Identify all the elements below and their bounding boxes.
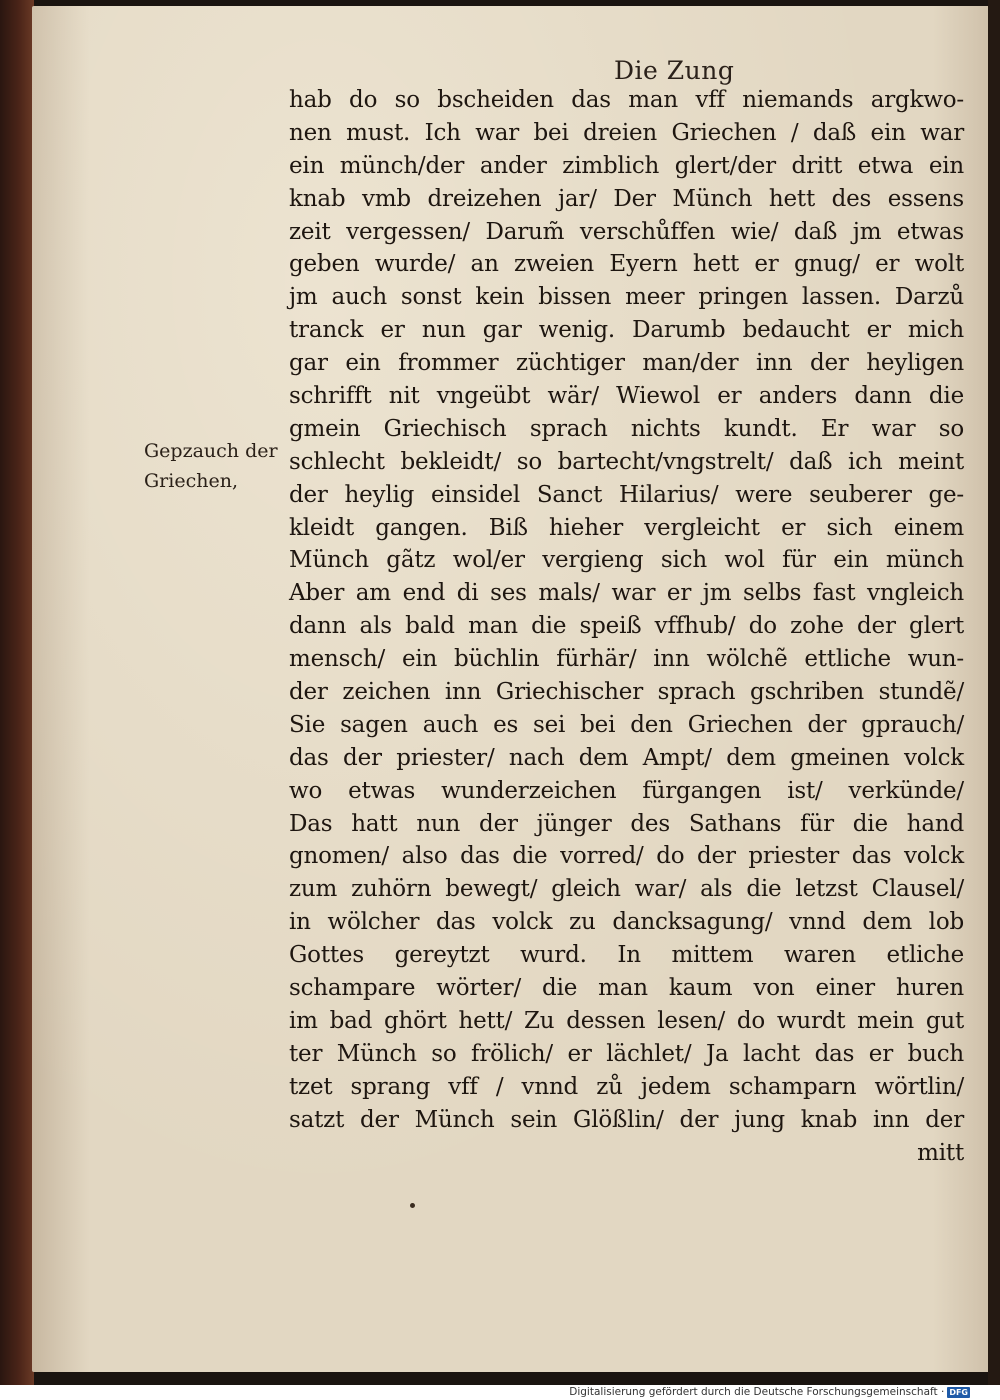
text-line: nen must. Ich war bei dreien Griechen / daß ein war [289,119,964,146]
page-edge-shadow [988,0,1000,1385]
text-line: zeit vergessen/ Darum̃ verschůffen wie/ daß jm etwas [289,218,964,245]
text-line: ter Münch so frölich/ er lächlet/ Ja lacht das er buch [289,1040,964,1067]
text-line: Münch gãtz wol/er vergieng sich wol für ein münch [289,547,964,574]
text-line: schlecht bekleidt/ so bartecht/vngstrelt/ daß ich meint [289,448,964,475]
text-line: jm auch sonst kein bissen meer pringen lassen. Darzů [289,284,964,311]
text-line: im bad ghört hett/ Zu dessen lesen/ do wurdt mein gut [289,1007,964,1034]
text-line: tranck er nun gar wenig. Darumb bedaucht er mich [289,317,964,344]
text-line: Das hatt nun der jünger des Sathans für die hand [289,810,964,837]
text-line: der heylig einsidel Sanct Hilarius/ were seuberer ge- [289,481,964,508]
text-line: schrifft nit vngeübt wär/ Wiewol er anders dann die [289,383,964,410]
text-line: geben wurde/ an zweien Eyern hett er gnug/ er wolt [289,251,964,278]
text-line: hab do so bscheiden das man vff niemands argkwo- [289,87,964,113]
text-line: mensch/ ein büchlin fürhär/ inn wölchẽ ettliche wun- [289,646,964,673]
running-title: Die Zung [614,56,735,85]
text-line: Aber am end di ses mals/ war er jm selbs fast vngleich [289,580,964,607]
dfg-logo-icon: DFG [949,1387,968,1397]
text-line: tzet sprang vff / vnnd zů jedem schamparn wörtlin/ [289,1073,964,1100]
text-line: wo etwas wunderzeichen fürgangen ist/ verkünde/ [289,777,964,804]
book-spine [0,0,34,1385]
text-line: Sie sagen auch es sei bei den Griechen der gprauch/ [289,711,964,738]
text-line: dann als bald man die speiß vffhub/ do zohe der glert [289,613,964,640]
footer-credit-text: Digitalisierung gefördert durch die Deutsche Forschungsgemeinschaft · [569,1386,945,1398]
catchword: mitt [917,1139,964,1166]
text-line: gmein Griechisch sprach nichts kundt. Er war so [289,415,964,442]
text-line: satzt der Münch sein Glößlin/ der jung knab inn der [289,1106,964,1133]
text-line: kleidt gangen. Biß hieher vergleicht er sich einem [289,514,964,541]
text-line: schampare wörter/ die man kaum von einer huren [289,975,964,1002]
text-line: zum zuhörn bewegt/ gleich war/ als die letzst Clausel/ [289,876,964,903]
footer-credit [569,1386,970,1398]
text-line: ein münch/der ander zimblich glert/der dritt etwa ein [289,152,964,179]
margin-note-line: Gepzauch der [144,440,278,462]
margin-note [144,436,278,496]
text-line: das der priester/ nach dem Ampt/ dem gmeinen volck [289,744,964,771]
ink-dot [410,1203,415,1208]
text-line: der zeichen inn Griechischer sprach gschriben stundẽ/ [289,679,964,706]
text-line: Gottes gereytzt wurd. In mittem waren etliche [289,942,964,969]
body-text [289,84,964,1169]
text-line: gar ein frommer züchtiger man/der inn der heyligen [289,350,964,377]
text-line: gnomen/ also das die vorred/ do der priester das volck [289,843,964,870]
text-line: knab vmb dreizehen jar/ Der Münch hett des essens [289,185,964,212]
margin-note-line: Griechen, [144,470,238,492]
text-line: in wölcher das volck zu dancksagung/ vnnd dem lob [289,909,964,936]
